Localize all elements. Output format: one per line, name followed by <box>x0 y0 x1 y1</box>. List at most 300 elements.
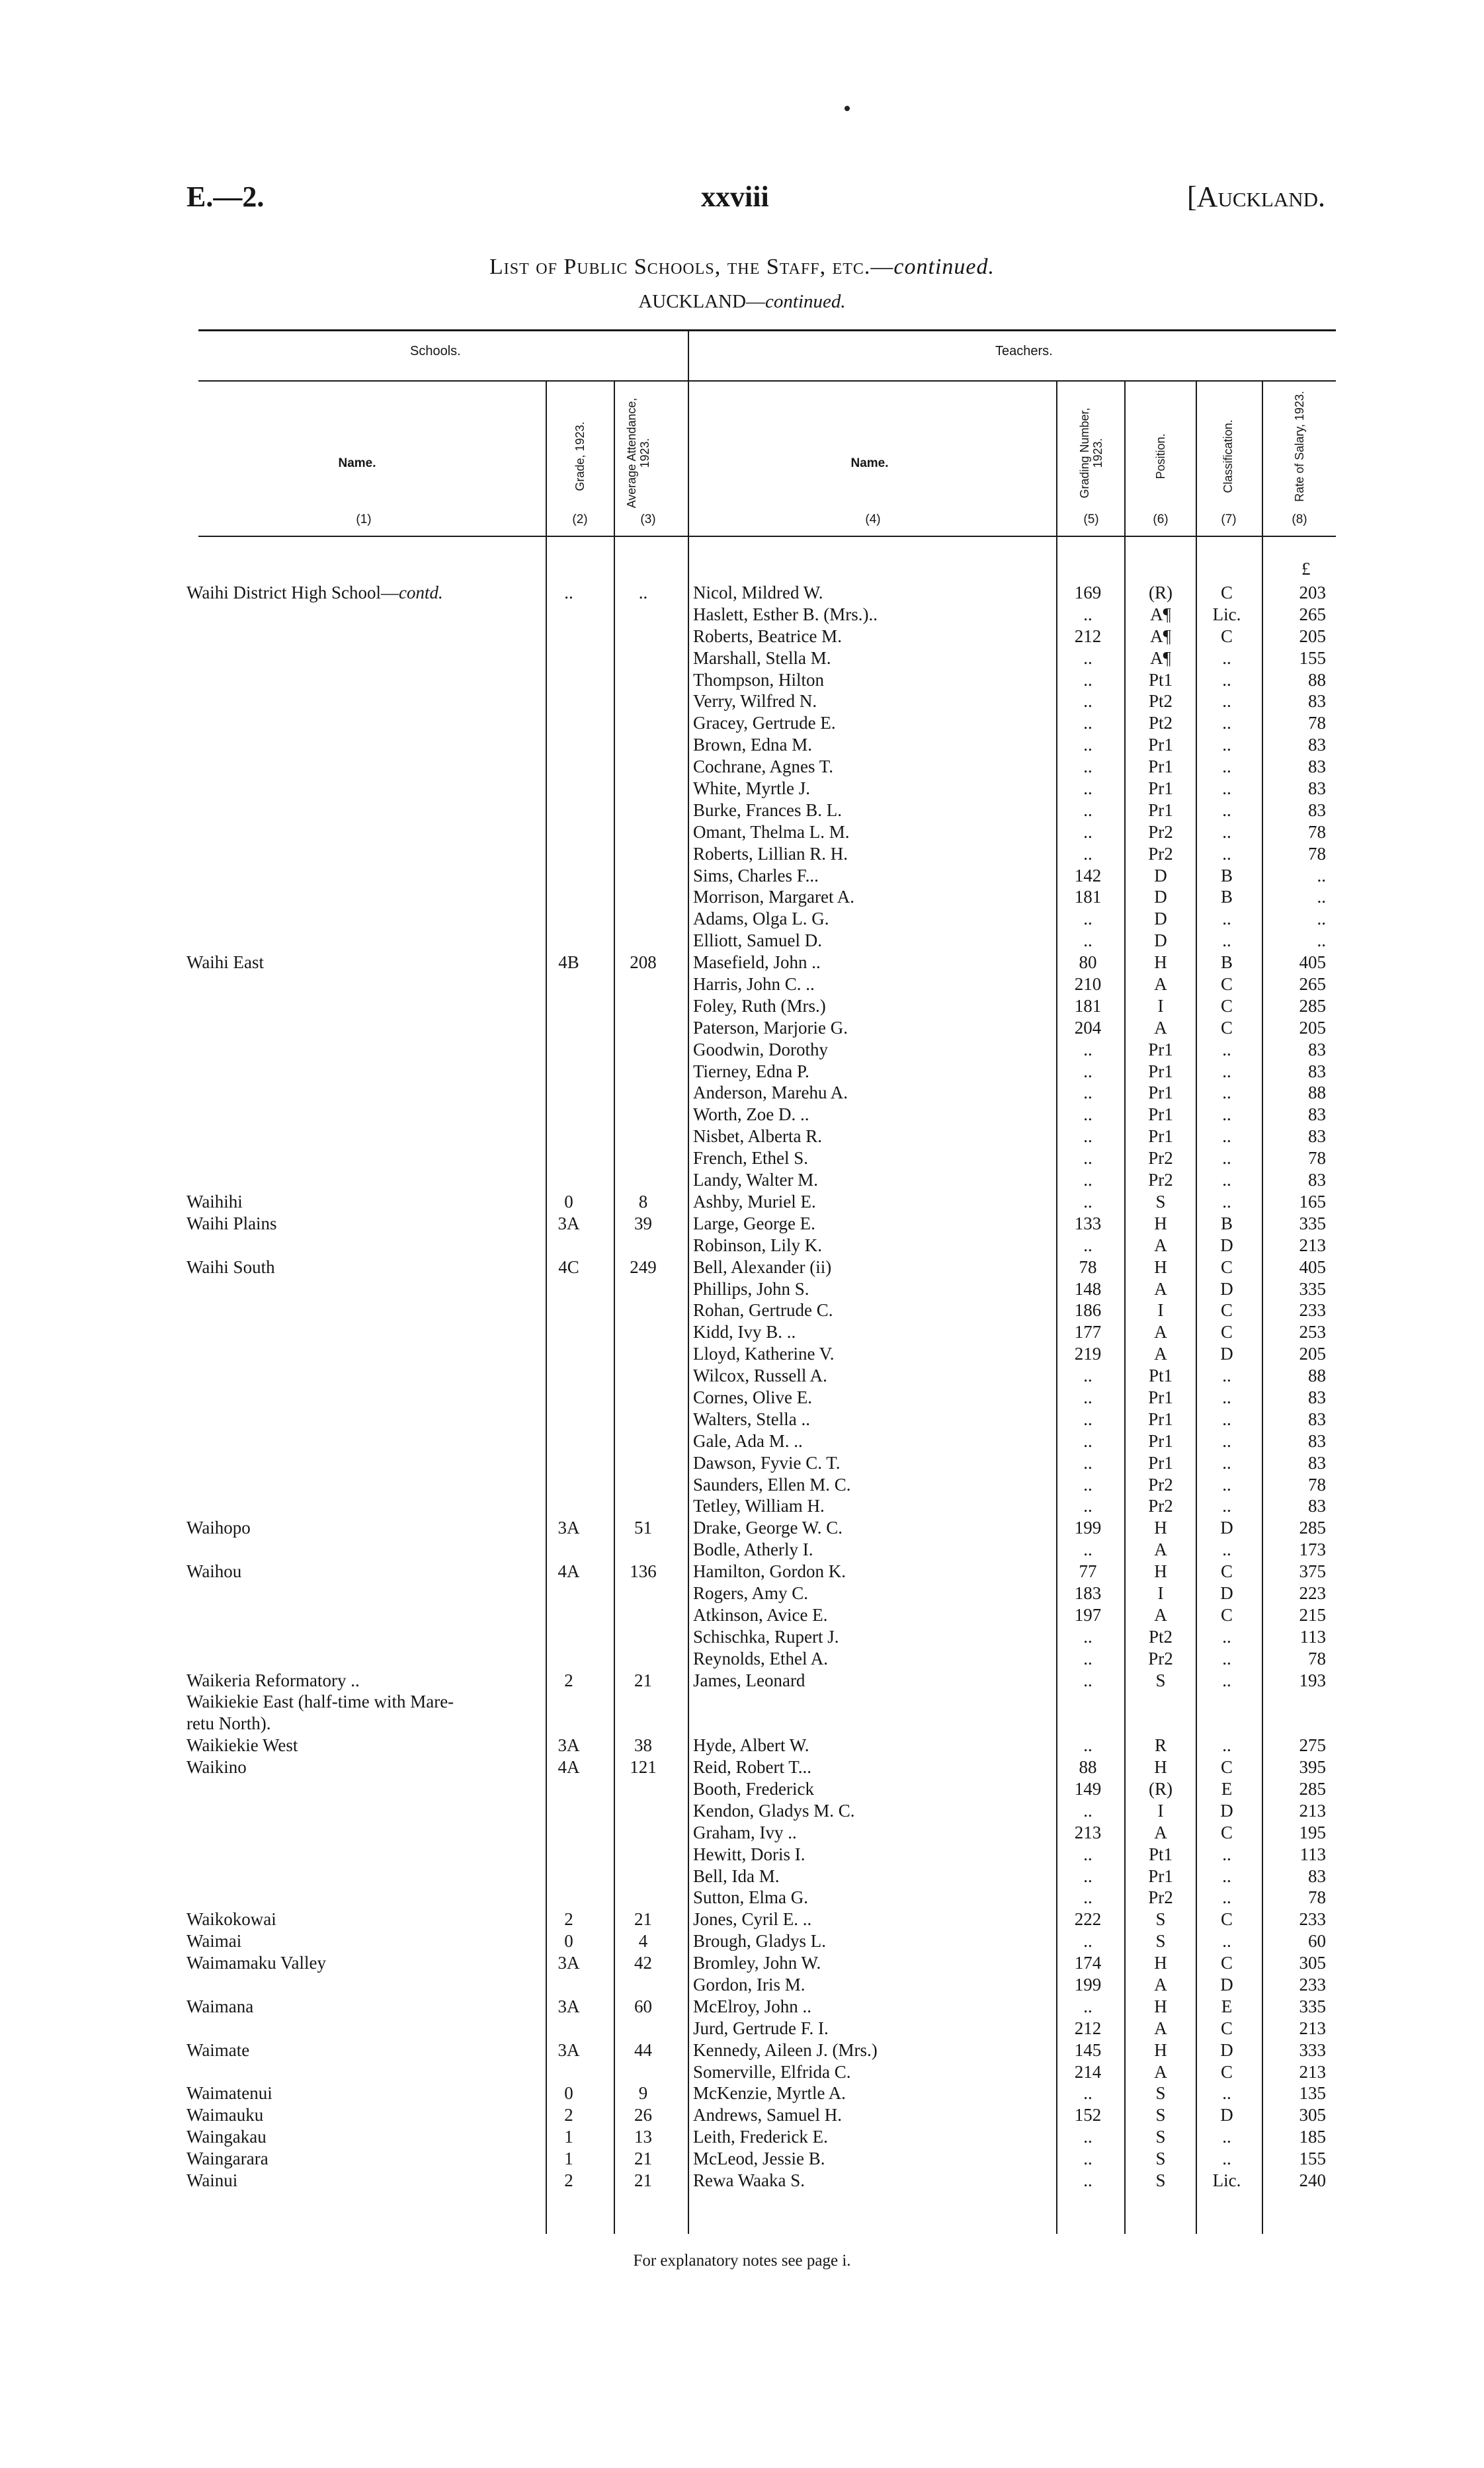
col-attendance: Average Attendance, 1923. <box>625 397 651 509</box>
salary-rate: 335 <box>1299 1996 1326 2016</box>
teacher-classification: D <box>1220 1975 1233 1995</box>
salary-rate: 333 <box>1299 2039 1326 2060</box>
grading-number: 183 <box>1074 1583 1102 1603</box>
salary-rate: 205 <box>1299 1017 1326 1038</box>
table-row <box>0 1756 1484 1778</box>
teacher-name: McKenzie, Myrtle A. <box>693 2083 846 2104</box>
table-row <box>0 952 1484 973</box>
grading-number: 169 <box>1074 583 1102 602</box>
teacher-name: Lloyd, Katherine V. <box>693 1344 835 1364</box>
teacher-position: Pr1 <box>1148 1061 1173 1081</box>
teacher-name: French, Ethel S. <box>693 1148 808 1169</box>
grading-number: .. <box>1083 1409 1092 1429</box>
salary-rate: 78 <box>1308 1474 1326 1495</box>
school-grade: 3A <box>557 1953 580 1973</box>
school-grade: 1 <box>564 2149 573 2169</box>
school-name: Waihou <box>186 1561 242 1582</box>
teacher-classification: .. <box>1222 1496 1231 1516</box>
table-row <box>0 1778 1484 1800</box>
teacher-position: A <box>1154 2061 1167 2082</box>
teacher-position: A <box>1154 1235 1167 1255</box>
table-row <box>0 1061 1484 1083</box>
school-attendance: 39 <box>634 1213 652 1233</box>
table-row <box>0 1561 1484 1583</box>
grading-number: .. <box>1083 821 1092 842</box>
grading-number: 212 <box>1074 626 1102 646</box>
teacher-name: Jurd, Gertrude F. I. <box>693 2018 829 2038</box>
colnum-3: (3) <box>640 513 656 526</box>
teacher-position: D <box>1154 909 1167 929</box>
grading-number: .. <box>1083 930 1092 951</box>
salary-rate: 113 <box>1299 1844 1326 1864</box>
teacher-position: H <box>1154 1757 1167 1778</box>
grading-number: .. <box>1083 757 1092 777</box>
teacher-position: A¶ <box>1150 604 1171 624</box>
table-row <box>0 800 1484 821</box>
teacher-name: Hamilton, Gordon K. <box>693 1561 846 1582</box>
grading-number: .. <box>1083 1887 1092 1908</box>
teacher-classification: .. <box>1222 757 1231 777</box>
grading-number: .. <box>1083 1191 1092 1212</box>
salary-rate: 83 <box>1308 1866 1326 1886</box>
teacher-classification: C <box>1220 583 1233 602</box>
table-row <box>0 1626 1484 1648</box>
table-row <box>0 604 1484 626</box>
grading-number: 133 <box>1074 1213 1102 1233</box>
salary-rate: 78 <box>1308 1887 1326 1908</box>
teacher-classification: E <box>1221 1996 1233 2016</box>
school-attendance: .. <box>638 583 648 602</box>
teacher-position: I <box>1157 1583 1164 1603</box>
teacher-name: Tierney, Edna P. <box>693 1061 809 1081</box>
salary-rate: 375 <box>1299 1561 1326 1582</box>
school-attendance: 21 <box>634 1909 652 1930</box>
teacher-name: Roberts, Beatrice M. <box>693 626 842 646</box>
table-row <box>0 647 1484 669</box>
salary-rate: 253 <box>1299 1322 1326 1342</box>
school-attendance: 21 <box>634 2170 652 2191</box>
teacher-name: Paterson, Marjorie G. <box>693 1017 848 1038</box>
teacher-classification: .. <box>1222 1474 1231 1495</box>
teacher-name: Andrews, Samuel H. <box>693 2105 842 2125</box>
salary-rate: 195 <box>1299 1822 1326 1842</box>
teacher-position: Pt2 <box>1148 713 1173 733</box>
teacher-name: White, Myrtle J. <box>693 778 810 799</box>
teacher-position: S <box>1155 1670 1166 1690</box>
teacher-classification: D <box>1220 2039 1233 2060</box>
table-row <box>0 1691 1484 1713</box>
grading-number: 80 <box>1079 952 1097 973</box>
teacher-position: D <box>1154 930 1167 951</box>
salary-rate: 205 <box>1299 1344 1326 1364</box>
teacher-classification: .. <box>1222 1083 1231 1103</box>
salary-rate: 83 <box>1308 757 1326 777</box>
school-name: Waimatenui <box>186 2083 272 2104</box>
teacher-classification: .. <box>1222 1104 1231 1125</box>
school-name: Waikino <box>186 1757 247 1778</box>
teacher-position: S <box>1155 2170 1166 2191</box>
salary-rate: 173 <box>1299 1540 1326 1560</box>
salary-rate: 88 <box>1308 1083 1326 1103</box>
teacher-name: McElroy, John .. <box>693 1996 811 2016</box>
teacher-position: Pr2 <box>1148 1648 1173 1668</box>
table-row <box>0 1235 1484 1256</box>
table-row <box>0 1039 1484 1061</box>
salary-rate: 165 <box>1299 1191 1326 1212</box>
teacher-position: S <box>1155 1931 1166 1952</box>
salary-rate: 405 <box>1299 1256 1326 1277</box>
teacher-name: Thompson, Hilton <box>693 669 825 690</box>
table-row <box>0 1583 1484 1604</box>
salary-rate: 265 <box>1299 974 1326 995</box>
teacher-classification: .. <box>1222 2127 1231 2147</box>
teacher-name: Drake, George W. C. <box>693 1518 843 1538</box>
teacher-classification: .. <box>1222 778 1231 799</box>
school-name: Waingarara <box>186 2149 268 2169</box>
grading-number: .. <box>1083 1866 1092 1886</box>
table-row <box>0 1343 1484 1365</box>
teacher-name: Elliott, Samuel D. <box>693 930 822 951</box>
teacher-position: Pt2 <box>1148 691 1173 712</box>
school-attendance: 21 <box>634 1670 652 1690</box>
table-row <box>0 1213 1484 1235</box>
grading-number: 78 <box>1079 1256 1097 1277</box>
school-attendance: 44 <box>634 2039 652 2060</box>
salary-rate: 83 <box>1308 1496 1326 1516</box>
teacher-name: McLeod, Jessie B. <box>693 2149 825 2169</box>
table-row <box>0 1517 1484 1539</box>
salary-rate: 78 <box>1308 843 1326 864</box>
teacher-position: Pt1 <box>1148 1844 1173 1864</box>
teacher-classification: .. <box>1222 1844 1231 1864</box>
school-attendance: 249 <box>630 1256 657 1277</box>
teacher-classification: C <box>1220 995 1233 1016</box>
grading-number: .. <box>1083 1670 1092 1690</box>
teacher-classification: Lic. <box>1212 2170 1241 2191</box>
salary-rate: 83 <box>1308 1061 1326 1081</box>
teacher-classification: C <box>1220 626 1233 646</box>
school-grade: 1 <box>564 2127 573 2147</box>
teacher-classification: D <box>1220 2105 1233 2125</box>
grading-number: .. <box>1083 1366 1092 1386</box>
salary-rate: .. <box>1317 887 1326 907</box>
teacher-name: Hewitt, Doris I. <box>693 1844 805 1864</box>
teacher-name: Reid, Robert T... <box>693 1757 811 1778</box>
teacher-name: Jones, Cyril E. .. <box>693 1909 812 1930</box>
teacher-position: A <box>1154 1344 1167 1364</box>
teacher-name: Graham, Ivy .. <box>693 1822 797 1842</box>
table-row <box>0 973 1484 995</box>
grading-number: 177 <box>1074 1322 1102 1342</box>
salary-rate: 395 <box>1299 1757 1326 1778</box>
school-name: Waimamaku Valley <box>186 1953 327 1973</box>
teacher-classification: E <box>1221 1778 1233 1799</box>
school-name: Waikiekie East (half-time with Mare- <box>186 1692 454 1712</box>
colnum-6: (6) <box>1153 513 1169 526</box>
school-attendance: 42 <box>634 1953 652 1973</box>
salary-rate: 305 <box>1299 1953 1326 1973</box>
salary-rate: 78 <box>1308 1148 1326 1169</box>
salary-rate: 203 <box>1299 583 1326 602</box>
teacher-name: Cornes, Olive E. <box>693 1387 812 1407</box>
teacher-classification: .. <box>1222 909 1231 929</box>
teacher-classification: .. <box>1222 1735 1231 1756</box>
teacher-position: Pr1 <box>1148 1387 1173 1407</box>
teacher-name: Gracey, Gertrude E. <box>693 713 836 733</box>
grading-number: .. <box>1083 1235 1092 1255</box>
table-row <box>0 669 1484 691</box>
table-row <box>0 2018 1484 2039</box>
teacher-name: Anderson, Marehu A. <box>693 1083 848 1103</box>
stray-mark <box>845 106 850 111</box>
teacher-classification: .. <box>1222 691 1231 712</box>
school-grade: 3A <box>557 1213 580 1233</box>
teacher-name: Ashby, Muriel E. <box>693 1191 816 1212</box>
teacher-classification: C <box>1220 1604 1233 1625</box>
salary-rate: 240 <box>1299 2170 1326 2191</box>
table-row <box>0 1930 1484 1952</box>
teacher-classification: C <box>1220 1909 1233 1930</box>
table-row <box>0 2170 1484 2192</box>
table-row <box>0 2061 1484 2083</box>
table-row <box>0 1822 1484 1844</box>
grading-number: .. <box>1083 1430 1092 1451</box>
teacher-name: Marshall, Stella M. <box>693 647 831 668</box>
table-row <box>0 2039 1484 2061</box>
school-grade: 4A <box>557 1561 580 1582</box>
table-row <box>0 1430 1484 1452</box>
grading-number: .. <box>1083 2127 1092 2147</box>
school-grade: 3A <box>557 2039 580 2060</box>
table-row <box>0 1169 1484 1191</box>
school-name: Waingakau <box>186 2127 267 2147</box>
teacher-name: Burke, Frances B. L. <box>693 800 842 820</box>
footnote: For explanatory notes see page i. <box>633 2252 851 2270</box>
table-row <box>0 2104 1484 2126</box>
teacher-name: Phillips, John S. <box>693 1278 809 1299</box>
table-row <box>0 1844 1484 1866</box>
teacher-name: Landy, Walter M. <box>693 1170 819 1190</box>
table-row <box>0 778 1484 800</box>
school-name: Waihi East <box>186 952 265 973</box>
teacher-name: Gale, Ada M. .. <box>693 1430 803 1451</box>
school-grade: 2 <box>564 2170 573 2191</box>
grading-number: 145 <box>1074 2039 1102 2060</box>
salary-rate: 78 <box>1308 1648 1326 1668</box>
salary-rate: 83 <box>1308 1126 1326 1147</box>
teacher-classification: .. <box>1222 1648 1231 1668</box>
salary-rate: 83 <box>1308 691 1326 712</box>
teacher-position: A <box>1154 1822 1167 1842</box>
school-attendance: 121 <box>630 1757 657 1778</box>
grading-number: .. <box>1083 909 1092 929</box>
teacher-position: A <box>1154 2018 1167 2038</box>
teacher-classification: C <box>1220 1017 1233 1038</box>
page-title: List of Public Schools, the Staff, etc.—continued. <box>489 255 995 279</box>
table-row <box>0 712 1484 734</box>
grading-number: 186 <box>1074 1300 1102 1321</box>
table-row <box>0 1299 1484 1321</box>
table-row <box>0 2126 1484 2148</box>
salary-rate: 60 <box>1308 1931 1326 1952</box>
teacher-name: Bell, Ida M. <box>693 1866 780 1886</box>
teacher-classification: .. <box>1222 1387 1231 1407</box>
table-row <box>0 821 1484 843</box>
teacher-classification: .. <box>1222 1366 1231 1386</box>
salary-rate: 83 <box>1308 1387 1326 1407</box>
salary-rate: 83 <box>1308 1170 1326 1190</box>
teacher-classification: .. <box>1222 1170 1231 1190</box>
grading-number: .. <box>1083 1452 1092 1473</box>
teacher-position: Pt1 <box>1148 1366 1173 1386</box>
grading-number: 174 <box>1074 1953 1102 1973</box>
region-bracket: [ <box>1187 181 1197 213</box>
salary-rate: 88 <box>1308 669 1326 690</box>
teacher-classification: C <box>1220 1757 1233 1778</box>
grading-number: .. <box>1083 1540 1092 1560</box>
salary-rate: 205 <box>1299 626 1326 646</box>
teacher-position: Pr1 <box>1148 1083 1173 1103</box>
teacher-name: Reynolds, Ethel A. <box>693 1648 828 1668</box>
teacher-name: Saunders, Ellen M. C. <box>693 1474 851 1495</box>
teacher-position: A <box>1154 974 1167 995</box>
school-name: Waimana <box>186 1996 254 2016</box>
teacher-name: Rewa Waaka S. <box>693 2170 805 2191</box>
teacher-position: Pr2 <box>1148 1148 1173 1169</box>
salary-rate: 215 <box>1299 1604 1326 1625</box>
school-grade: .. <box>564 583 573 602</box>
teacher-classification: D <box>1220 1518 1233 1538</box>
page-subtitle: AUCKLAND—continued. <box>638 291 846 312</box>
teacher-position: S <box>1155 2127 1166 2147</box>
table-row <box>0 756 1484 778</box>
school-grade: 4C <box>558 1256 579 1277</box>
teacher-name: Booth, Frederick <box>693 1778 814 1799</box>
teacher-position: H <box>1154 1561 1167 1582</box>
table-row <box>0 886 1484 908</box>
grading-number: .. <box>1083 713 1092 733</box>
teacher-classification: .. <box>1222 1626 1231 1647</box>
col-grade: Grade, 1923. <box>573 421 587 491</box>
school-name: Waihi South <box>186 1256 275 1277</box>
salary-rate: 335 <box>1299 1278 1326 1299</box>
teacher-position: Pr1 <box>1148 1430 1173 1451</box>
school-name: Waimauku <box>186 2105 264 2125</box>
teacher-classification: C <box>1220 2061 1233 2082</box>
teacher-classification: .. <box>1222 930 1231 951</box>
col-salary: Rate of Salary, 1923. <box>1293 391 1306 502</box>
teacher-position: S <box>1155 1191 1166 1212</box>
teacher-name: Omant, Thelma L. M. <box>693 821 850 842</box>
grading-number: .. <box>1083 1931 1092 1952</box>
table-row <box>0 1996 1484 2018</box>
salary-rate: 78 <box>1308 821 1326 842</box>
teacher-name: Hyde, Albert W. <box>693 1735 809 1756</box>
grading-number: .. <box>1083 1626 1092 1647</box>
teacher-name: Brough, Gladys L. <box>693 1931 826 1952</box>
school-grade: 3A <box>557 1735 580 1756</box>
teacher-classification: .. <box>1222 647 1231 668</box>
teacher-name: Brown, Edna M. <box>693 735 812 755</box>
table-row <box>0 1952 1484 1974</box>
teacher-classification: .. <box>1222 1039 1231 1059</box>
teacher-classification: D <box>1220 1344 1233 1364</box>
teacher-classification: .. <box>1222 1409 1231 1429</box>
teacher-position: Pt2 <box>1148 1626 1173 1647</box>
teacher-name: Sims, Charles F... <box>693 865 819 885</box>
teacher-position: A¶ <box>1150 647 1171 668</box>
col-grading: Grading Number, 1923. <box>1078 407 1104 499</box>
salary-rate: 83 <box>1308 800 1326 820</box>
table-row <box>0 1909 1484 1930</box>
teacher-name: Wilcox, Russell A. <box>693 1366 827 1386</box>
table-row <box>0 1082 1484 1104</box>
grading-number: .. <box>1083 1170 1092 1190</box>
grading-number: .. <box>1083 691 1092 712</box>
teacher-position: Pr2 <box>1148 1170 1173 1190</box>
table-row <box>0 865 1484 887</box>
teacher-classification: C <box>1220 1300 1233 1321</box>
table-row <box>0 690 1484 712</box>
teacher-position: A <box>1154 1540 1167 1560</box>
teacher-name: Bromley, John W. <box>693 1953 821 1973</box>
grading-number: .. <box>1083 1061 1092 1081</box>
school-attendance: 4 <box>638 1931 648 1952</box>
table-row <box>0 734 1484 756</box>
teacher-classification: .. <box>1222 1430 1231 1451</box>
grading-number: 152 <box>1074 2105 1102 2125</box>
table-row <box>0 1017 1484 1039</box>
grading-number: .. <box>1083 2170 1092 2191</box>
teacher-position: Pr2 <box>1148 1474 1173 1495</box>
teacher-name: Foley, Ruth (Mrs.) <box>693 995 826 1016</box>
teacher-classification: .. <box>1222 1191 1231 1212</box>
teacher-position: H <box>1154 1996 1167 2016</box>
school-grade: 2 <box>564 2105 573 2125</box>
teacher-position: A <box>1154 1017 1167 1038</box>
colnum-4: (4) <box>865 513 881 526</box>
school-grade: 0 <box>564 1191 573 1212</box>
teacher-name: Masefield, John .. <box>693 952 821 973</box>
teacher-name: James, Leonard <box>693 1670 805 1690</box>
school-grade: 3A <box>557 1996 580 2016</box>
teacher-name: Bell, Alexander (ii) <box>693 1256 832 1277</box>
table-row <box>0 582 1484 604</box>
teacher-position: H <box>1154 1213 1167 1233</box>
school-name: Waimai <box>186 1931 242 1952</box>
table-row <box>0 1495 1484 1517</box>
grading-number: .. <box>1083 1474 1092 1495</box>
teacher-position: Pr1 <box>1148 757 1173 777</box>
salary-rate: 83 <box>1308 1409 1326 1429</box>
school-grade: 4B <box>558 952 579 973</box>
school-grade: 3A <box>557 1518 580 1538</box>
table-row <box>0 1409 1484 1430</box>
table-row <box>0 1604 1484 1626</box>
grading-number: 148 <box>1074 1278 1102 1299</box>
table-row <box>0 1670 1484 1692</box>
salary-rate: 83 <box>1308 1039 1326 1059</box>
salary-rate: 305 <box>1299 2105 1326 2125</box>
teacher-position: A <box>1154 1975 1167 1995</box>
grading-number: 142 <box>1074 865 1102 885</box>
teacher-classification: C <box>1220 2018 1233 2038</box>
table-row <box>0 1452 1484 1474</box>
column-header-rule <box>198 536 1336 537</box>
school-name: Waihi Plains <box>186 1213 277 1233</box>
teacher-classification: .. <box>1222 1452 1231 1473</box>
grading-number: .. <box>1083 778 1092 799</box>
